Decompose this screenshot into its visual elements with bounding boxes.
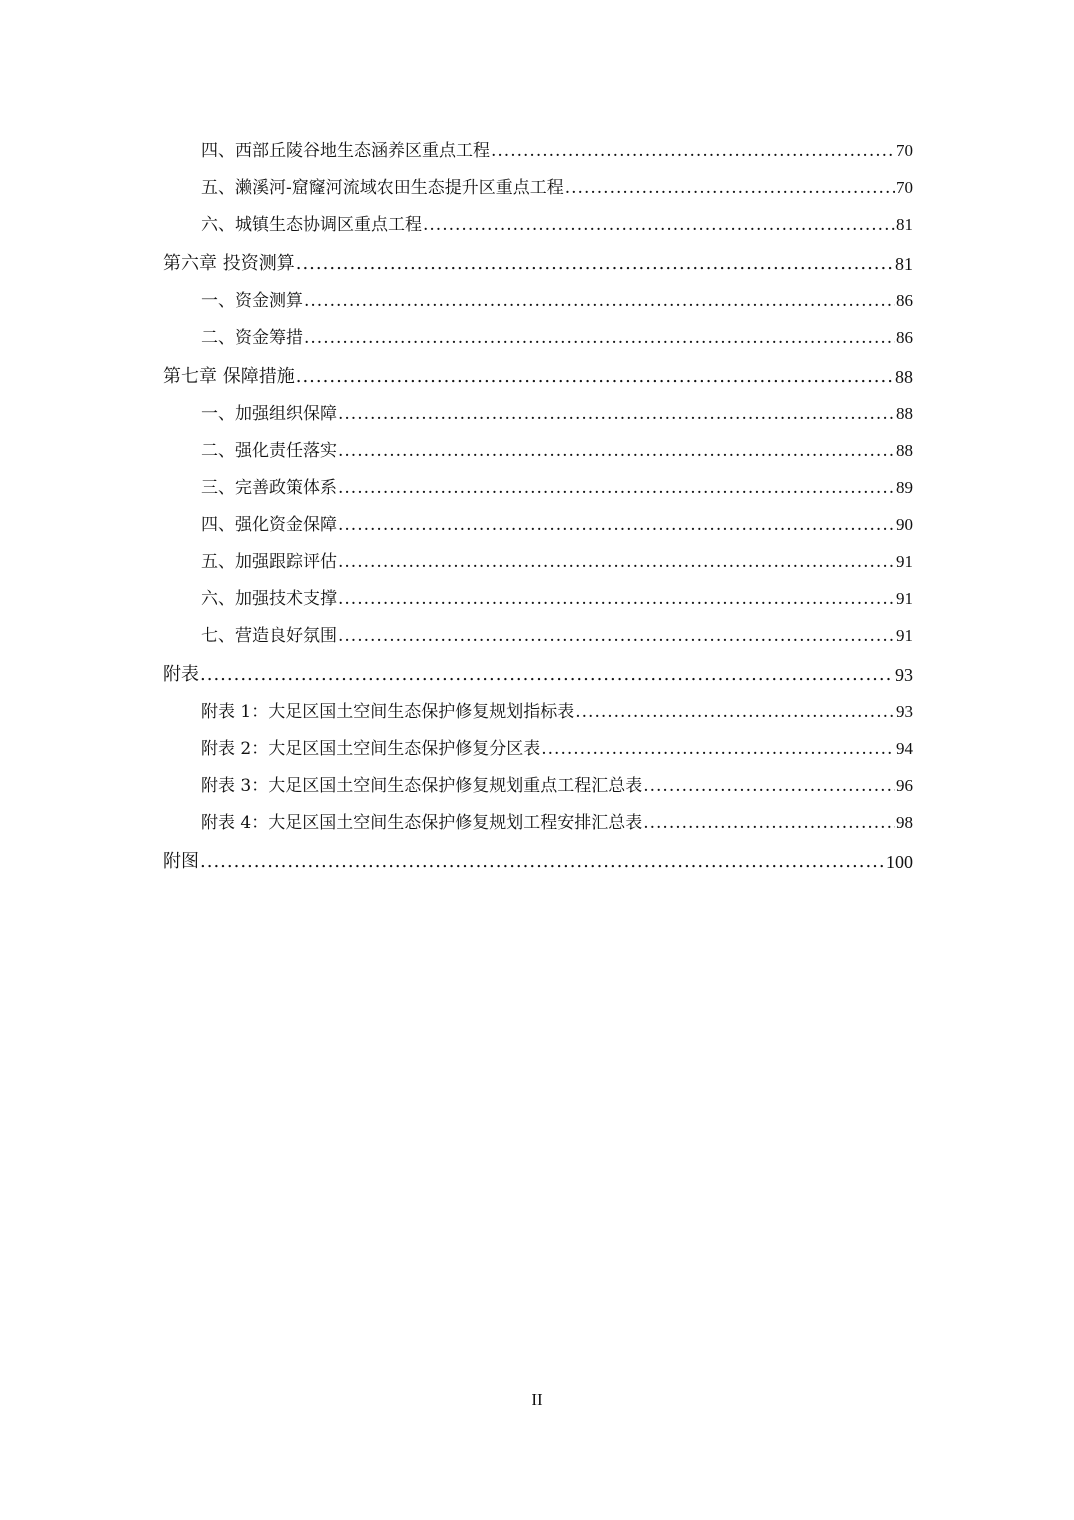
toc-chapter-entry[interactable] xyxy=(163,348,913,387)
toc-entry-page: 91 xyxy=(896,552,913,571)
toc-entry[interactable] xyxy=(163,796,913,833)
toc-entry-page: 88 xyxy=(896,404,913,423)
toc-entry-page: 88 xyxy=(896,441,913,460)
toc-entry-title: 六、加强技术支撑 xyxy=(201,589,337,609)
dot-leader xyxy=(304,328,895,348)
dot-leader xyxy=(643,776,895,796)
toc-entry-title: 三、完善政策体系 xyxy=(201,478,337,498)
toc-entry-page: 91 xyxy=(896,589,913,608)
toc-entry-title: 二、资金筹措 xyxy=(201,328,303,348)
toc-appendix-entry[interactable] xyxy=(163,646,913,685)
dot-leader xyxy=(643,813,895,833)
toc-entry-page: 70 xyxy=(896,141,913,160)
toc-entry[interactable] xyxy=(163,722,913,759)
toc-entry[interactable] xyxy=(163,759,913,796)
toc-appendix-entry[interactable] xyxy=(163,833,913,872)
toc-entry-title: 第七章 保障措施 xyxy=(163,366,295,387)
toc-entry-page: 88 xyxy=(895,367,913,387)
toc-entry[interactable] xyxy=(163,685,913,722)
toc-entry-page: 86 xyxy=(896,328,913,347)
table-of-contents xyxy=(163,124,913,872)
toc-entry-page: 90 xyxy=(896,515,913,534)
toc-entry-page: 86 xyxy=(896,291,913,310)
toc-entry[interactable] xyxy=(163,498,913,535)
toc-entry[interactable] xyxy=(163,311,913,348)
dot-leader xyxy=(296,254,894,274)
page-number: II xyxy=(531,1390,543,1409)
dot-leader xyxy=(296,367,894,387)
toc-entry-title: 六、城镇生态协调区重点工程 xyxy=(201,215,422,235)
toc-entry[interactable] xyxy=(163,124,913,161)
toc-entry-page: 89 xyxy=(896,478,913,497)
toc-entry[interactable] xyxy=(163,461,913,498)
toc-entry-page: 96 xyxy=(896,776,913,795)
dot-leader xyxy=(423,215,895,235)
dot-leader xyxy=(338,626,895,646)
dot-leader xyxy=(575,702,895,722)
toc-entry[interactable] xyxy=(163,609,913,646)
dot-leader xyxy=(541,739,895,759)
toc-entry[interactable] xyxy=(163,572,913,609)
dot-leader xyxy=(565,178,895,198)
toc-entry-page: 81 xyxy=(895,254,913,274)
dot-leader xyxy=(200,665,894,685)
dot-leader xyxy=(304,291,895,311)
toc-entry-page: 98 xyxy=(896,813,913,832)
toc-entry-page: 81 xyxy=(896,215,913,234)
toc-entry-title: 五、加强跟踪评估 xyxy=(201,552,337,572)
toc-entry-title: 附表 1：大足区国土空间生态保护修复规划指标表 xyxy=(201,702,575,722)
toc-entry[interactable] xyxy=(163,387,913,424)
toc-entry-page: 100 xyxy=(886,852,913,872)
dot-leader xyxy=(338,441,895,461)
toc-entry-page: 94 xyxy=(896,739,913,758)
toc-chapter-entry[interactable] xyxy=(163,235,913,274)
dot-leader xyxy=(338,478,895,498)
toc-entry[interactable] xyxy=(163,198,913,235)
toc-entry-title: 二、强化责任落实 xyxy=(201,441,337,461)
dot-leader xyxy=(338,404,895,424)
dot-leader xyxy=(338,552,895,572)
toc-entry-title: 附表 2：大足区国土空间生态保护修复分区表 xyxy=(201,739,541,759)
toc-entry[interactable] xyxy=(163,161,913,198)
toc-entry[interactable] xyxy=(163,274,913,311)
toc-entry-title: 四、西部丘陵谷地生态涵养区重点工程 xyxy=(201,141,490,161)
toc-entry-page: 93 xyxy=(896,702,913,721)
dot-leader xyxy=(338,515,895,535)
toc-entry-title: 附表 4：大足区国土空间生态保护修复规划工程安排汇总表 xyxy=(201,813,643,833)
toc-entry-title: 第六章 投资测算 xyxy=(163,253,295,274)
toc-entry[interactable] xyxy=(163,424,913,461)
toc-entry[interactable] xyxy=(163,535,913,572)
toc-entry-title: 一、资金测算 xyxy=(201,291,303,311)
toc-entry-title: 附表 3：大足区国土空间生态保护修复规划重点工程汇总表 xyxy=(201,776,643,796)
toc-entry-page: 91 xyxy=(896,626,913,645)
dot-leader xyxy=(200,852,885,872)
toc-entry-page: 70 xyxy=(896,178,913,197)
dot-leader xyxy=(338,589,895,609)
toc-entry-title: 一、加强组织保障 xyxy=(201,404,337,424)
toc-entry-title: 七、营造良好氛围 xyxy=(201,626,337,646)
toc-entry-title: 四、强化资金保障 xyxy=(201,515,337,535)
toc-entry-page: 93 xyxy=(895,665,913,685)
toc-entry-title: 五、濑溪河-窟窿河流域农田生态提升区重点工程 xyxy=(201,178,564,198)
toc-entry-title: 附图 xyxy=(163,851,199,872)
toc-entry-title: 附表 xyxy=(163,664,199,685)
dot-leader xyxy=(491,141,895,161)
